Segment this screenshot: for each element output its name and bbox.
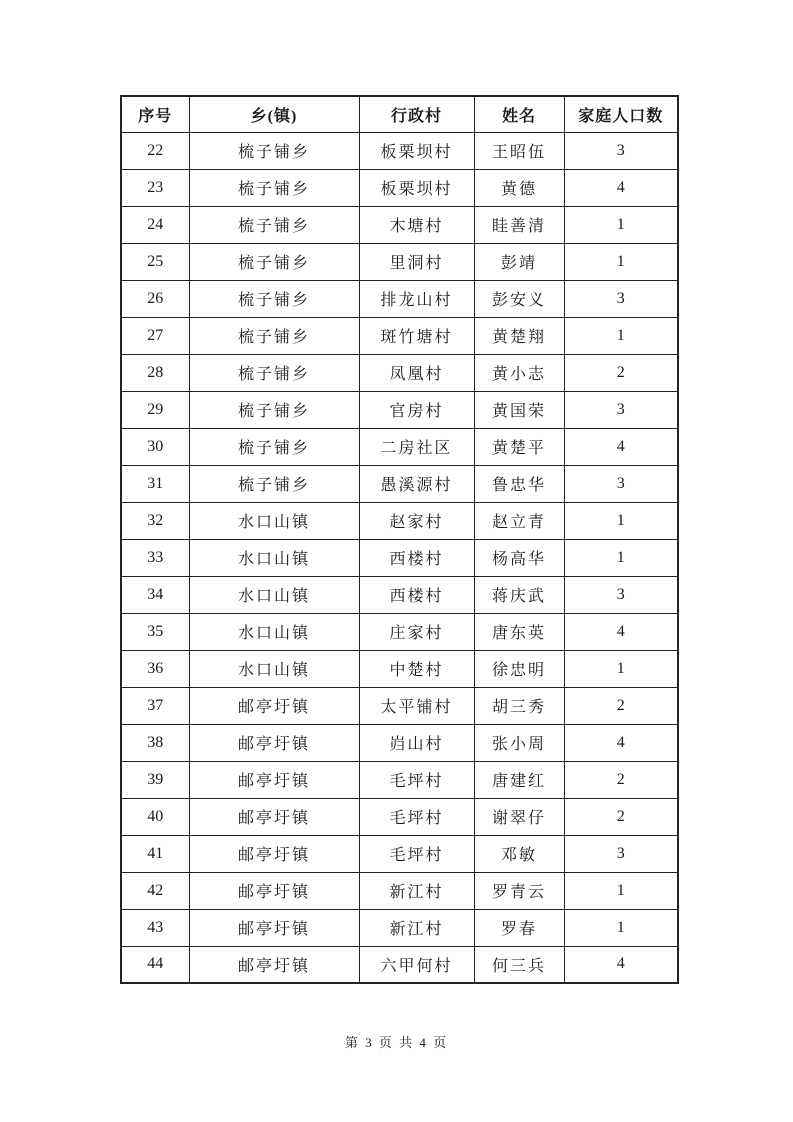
column-header: 姓名 — [474, 96, 564, 132]
cell-count: 3 — [564, 576, 678, 613]
table-header-row — [121, 96, 678, 132]
cell-count: 4 — [564, 724, 678, 761]
cell-count: 2 — [564, 798, 678, 835]
column-header: 乡(镇) — [189, 96, 359, 132]
cell-name: 王昭伍 — [474, 132, 564, 169]
table-row — [121, 465, 678, 502]
cell-seq: 34 — [121, 576, 189, 613]
cell-name: 黄国荣 — [474, 391, 564, 428]
cell-name: 唐东英 — [474, 613, 564, 650]
table-row — [121, 650, 678, 687]
cell-seq: 26 — [121, 280, 189, 317]
cell-count: 3 — [564, 280, 678, 317]
table-row — [121, 835, 678, 872]
cell-town: 梳子铺乡 — [189, 391, 359, 428]
cell-name: 杨高华 — [474, 539, 564, 576]
table-row — [121, 798, 678, 835]
cell-seq: 30 — [121, 428, 189, 465]
cell-count: 4 — [564, 428, 678, 465]
table-row — [121, 169, 678, 206]
cell-count: 2 — [564, 354, 678, 391]
cell-count: 1 — [564, 502, 678, 539]
cell-village: 毛坪村 — [359, 798, 474, 835]
cell-town: 水口山镇 — [189, 502, 359, 539]
cell-seq: 23 — [121, 169, 189, 206]
cell-village: 新江村 — [359, 872, 474, 909]
cell-village: 二房社区 — [359, 428, 474, 465]
cell-seq: 24 — [121, 206, 189, 243]
cell-town: 邮亭圩镇 — [189, 687, 359, 724]
cell-seq: 33 — [121, 539, 189, 576]
cell-village: 毛坪村 — [359, 761, 474, 798]
cell-seq: 40 — [121, 798, 189, 835]
cell-village: 中楚村 — [359, 650, 474, 687]
cell-town: 邮亭圩镇 — [189, 909, 359, 946]
cell-village: 木塘村 — [359, 206, 474, 243]
table-row — [121, 428, 678, 465]
cell-seq: 29 — [121, 391, 189, 428]
table-row — [121, 354, 678, 391]
column-header: 序号 — [121, 96, 189, 132]
cell-village: 官房村 — [359, 391, 474, 428]
cell-seq: 31 — [121, 465, 189, 502]
cell-town: 邮亭圩镇 — [189, 761, 359, 798]
cell-seq: 42 — [121, 872, 189, 909]
cell-town: 邮亭圩镇 — [189, 872, 359, 909]
cell-town: 邮亭圩镇 — [189, 946, 359, 983]
table-row — [121, 872, 678, 909]
cell-seq: 35 — [121, 613, 189, 650]
cell-name: 彭安义 — [474, 280, 564, 317]
cell-name: 唐建红 — [474, 761, 564, 798]
cell-town: 水口山镇 — [189, 613, 359, 650]
cell-seq: 28 — [121, 354, 189, 391]
cell-town: 梳子铺乡 — [189, 428, 359, 465]
cell-seq: 37 — [121, 687, 189, 724]
cell-town: 梳子铺乡 — [189, 169, 359, 206]
cell-name: 张小周 — [474, 724, 564, 761]
cell-count: 3 — [564, 835, 678, 872]
cell-name: 何三兵 — [474, 946, 564, 983]
cell-name: 赵立青 — [474, 502, 564, 539]
cell-town: 水口山镇 — [189, 539, 359, 576]
cell-town: 邮亭圩镇 — [189, 724, 359, 761]
roster-table — [120, 95, 679, 984]
cell-count: 1 — [564, 243, 678, 280]
cell-seq: 43 — [121, 909, 189, 946]
table-row — [121, 317, 678, 354]
cell-name: 罗青云 — [474, 872, 564, 909]
cell-village: 六甲何村 — [359, 946, 474, 983]
cell-seq: 22 — [121, 132, 189, 169]
table-row — [121, 761, 678, 798]
cell-town: 梳子铺乡 — [189, 354, 359, 391]
cell-village: 太平铺村 — [359, 687, 474, 724]
table-row — [121, 502, 678, 539]
cell-count: 4 — [564, 169, 678, 206]
cell-seq: 25 — [121, 243, 189, 280]
cell-town: 梳子铺乡 — [189, 206, 359, 243]
cell-name: 罗春 — [474, 909, 564, 946]
cell-count: 1 — [564, 909, 678, 946]
cell-name: 蒋庆武 — [474, 576, 564, 613]
cell-town: 梳子铺乡 — [189, 317, 359, 354]
table-row — [121, 576, 678, 613]
cell-village: 岿山村 — [359, 724, 474, 761]
cell-seq: 36 — [121, 650, 189, 687]
cell-name: 眭善清 — [474, 206, 564, 243]
page-number-indicator: 第 3 页 共 4 页 — [344, 1035, 449, 1050]
cell-seq: 41 — [121, 835, 189, 872]
cell-count: 1 — [564, 317, 678, 354]
cell-village: 庄家村 — [359, 613, 474, 650]
cell-name: 邓敏 — [474, 835, 564, 872]
table-row — [121, 132, 678, 169]
cell-name: 谢翠仔 — [474, 798, 564, 835]
cell-village: 板栗坝村 — [359, 169, 474, 206]
cell-village: 里洞村 — [359, 243, 474, 280]
cell-name: 黄德 — [474, 169, 564, 206]
cell-count: 1 — [564, 539, 678, 576]
cell-village: 板栗坝村 — [359, 132, 474, 169]
cell-count: 4 — [564, 946, 678, 983]
cell-name: 黄楚翔 — [474, 317, 564, 354]
table-row — [121, 687, 678, 724]
table-row — [121, 946, 678, 983]
cell-name: 彭靖 — [474, 243, 564, 280]
table-row — [121, 206, 678, 243]
cell-town: 梳子铺乡 — [189, 132, 359, 169]
cell-town: 梳子铺乡 — [189, 243, 359, 280]
table-row — [121, 391, 678, 428]
cell-seq: 27 — [121, 317, 189, 354]
cell-town: 邮亭圩镇 — [189, 835, 359, 872]
cell-count: 1 — [564, 650, 678, 687]
cell-count: 3 — [564, 465, 678, 502]
cell-count: 1 — [564, 872, 678, 909]
column-header: 行政村 — [359, 96, 474, 132]
table-row — [121, 280, 678, 317]
table-body — [121, 132, 678, 983]
cell-name: 徐忠明 — [474, 650, 564, 687]
table-row — [121, 539, 678, 576]
cell-village: 凤凰村 — [359, 354, 474, 391]
cell-count: 2 — [564, 687, 678, 724]
table-row — [121, 243, 678, 280]
cell-village: 西楼村 — [359, 539, 474, 576]
cell-name: 黄小志 — [474, 354, 564, 391]
cell-village: 西楼村 — [359, 576, 474, 613]
cell-village: 愚溪源村 — [359, 465, 474, 502]
cell-count: 4 — [564, 613, 678, 650]
cell-seq: 44 — [121, 946, 189, 983]
cell-name: 黄楚平 — [474, 428, 564, 465]
cell-town: 梳子铺乡 — [189, 465, 359, 502]
table-row — [121, 613, 678, 650]
cell-town: 梳子铺乡 — [189, 280, 359, 317]
cell-village: 赵家村 — [359, 502, 474, 539]
table-row — [121, 724, 678, 761]
cell-village: 毛坪村 — [359, 835, 474, 872]
cell-town: 水口山镇 — [189, 576, 359, 613]
column-header: 家庭人口数 — [564, 96, 678, 132]
cell-village: 排龙山村 — [359, 280, 474, 317]
cell-town: 水口山镇 — [189, 650, 359, 687]
cell-seq: 32 — [121, 502, 189, 539]
cell-count: 3 — [564, 132, 678, 169]
cell-count: 1 — [564, 206, 678, 243]
cell-name: 鲁忠华 — [474, 465, 564, 502]
cell-count: 3 — [564, 391, 678, 428]
cell-count: 2 — [564, 761, 678, 798]
cell-town: 邮亭圩镇 — [189, 798, 359, 835]
cell-name: 胡三秀 — [474, 687, 564, 724]
cell-village: 斑竹塘村 — [359, 317, 474, 354]
cell-seq: 39 — [121, 761, 189, 798]
cell-seq: 38 — [121, 724, 189, 761]
table-row — [121, 909, 678, 946]
cell-village: 新江村 — [359, 909, 474, 946]
